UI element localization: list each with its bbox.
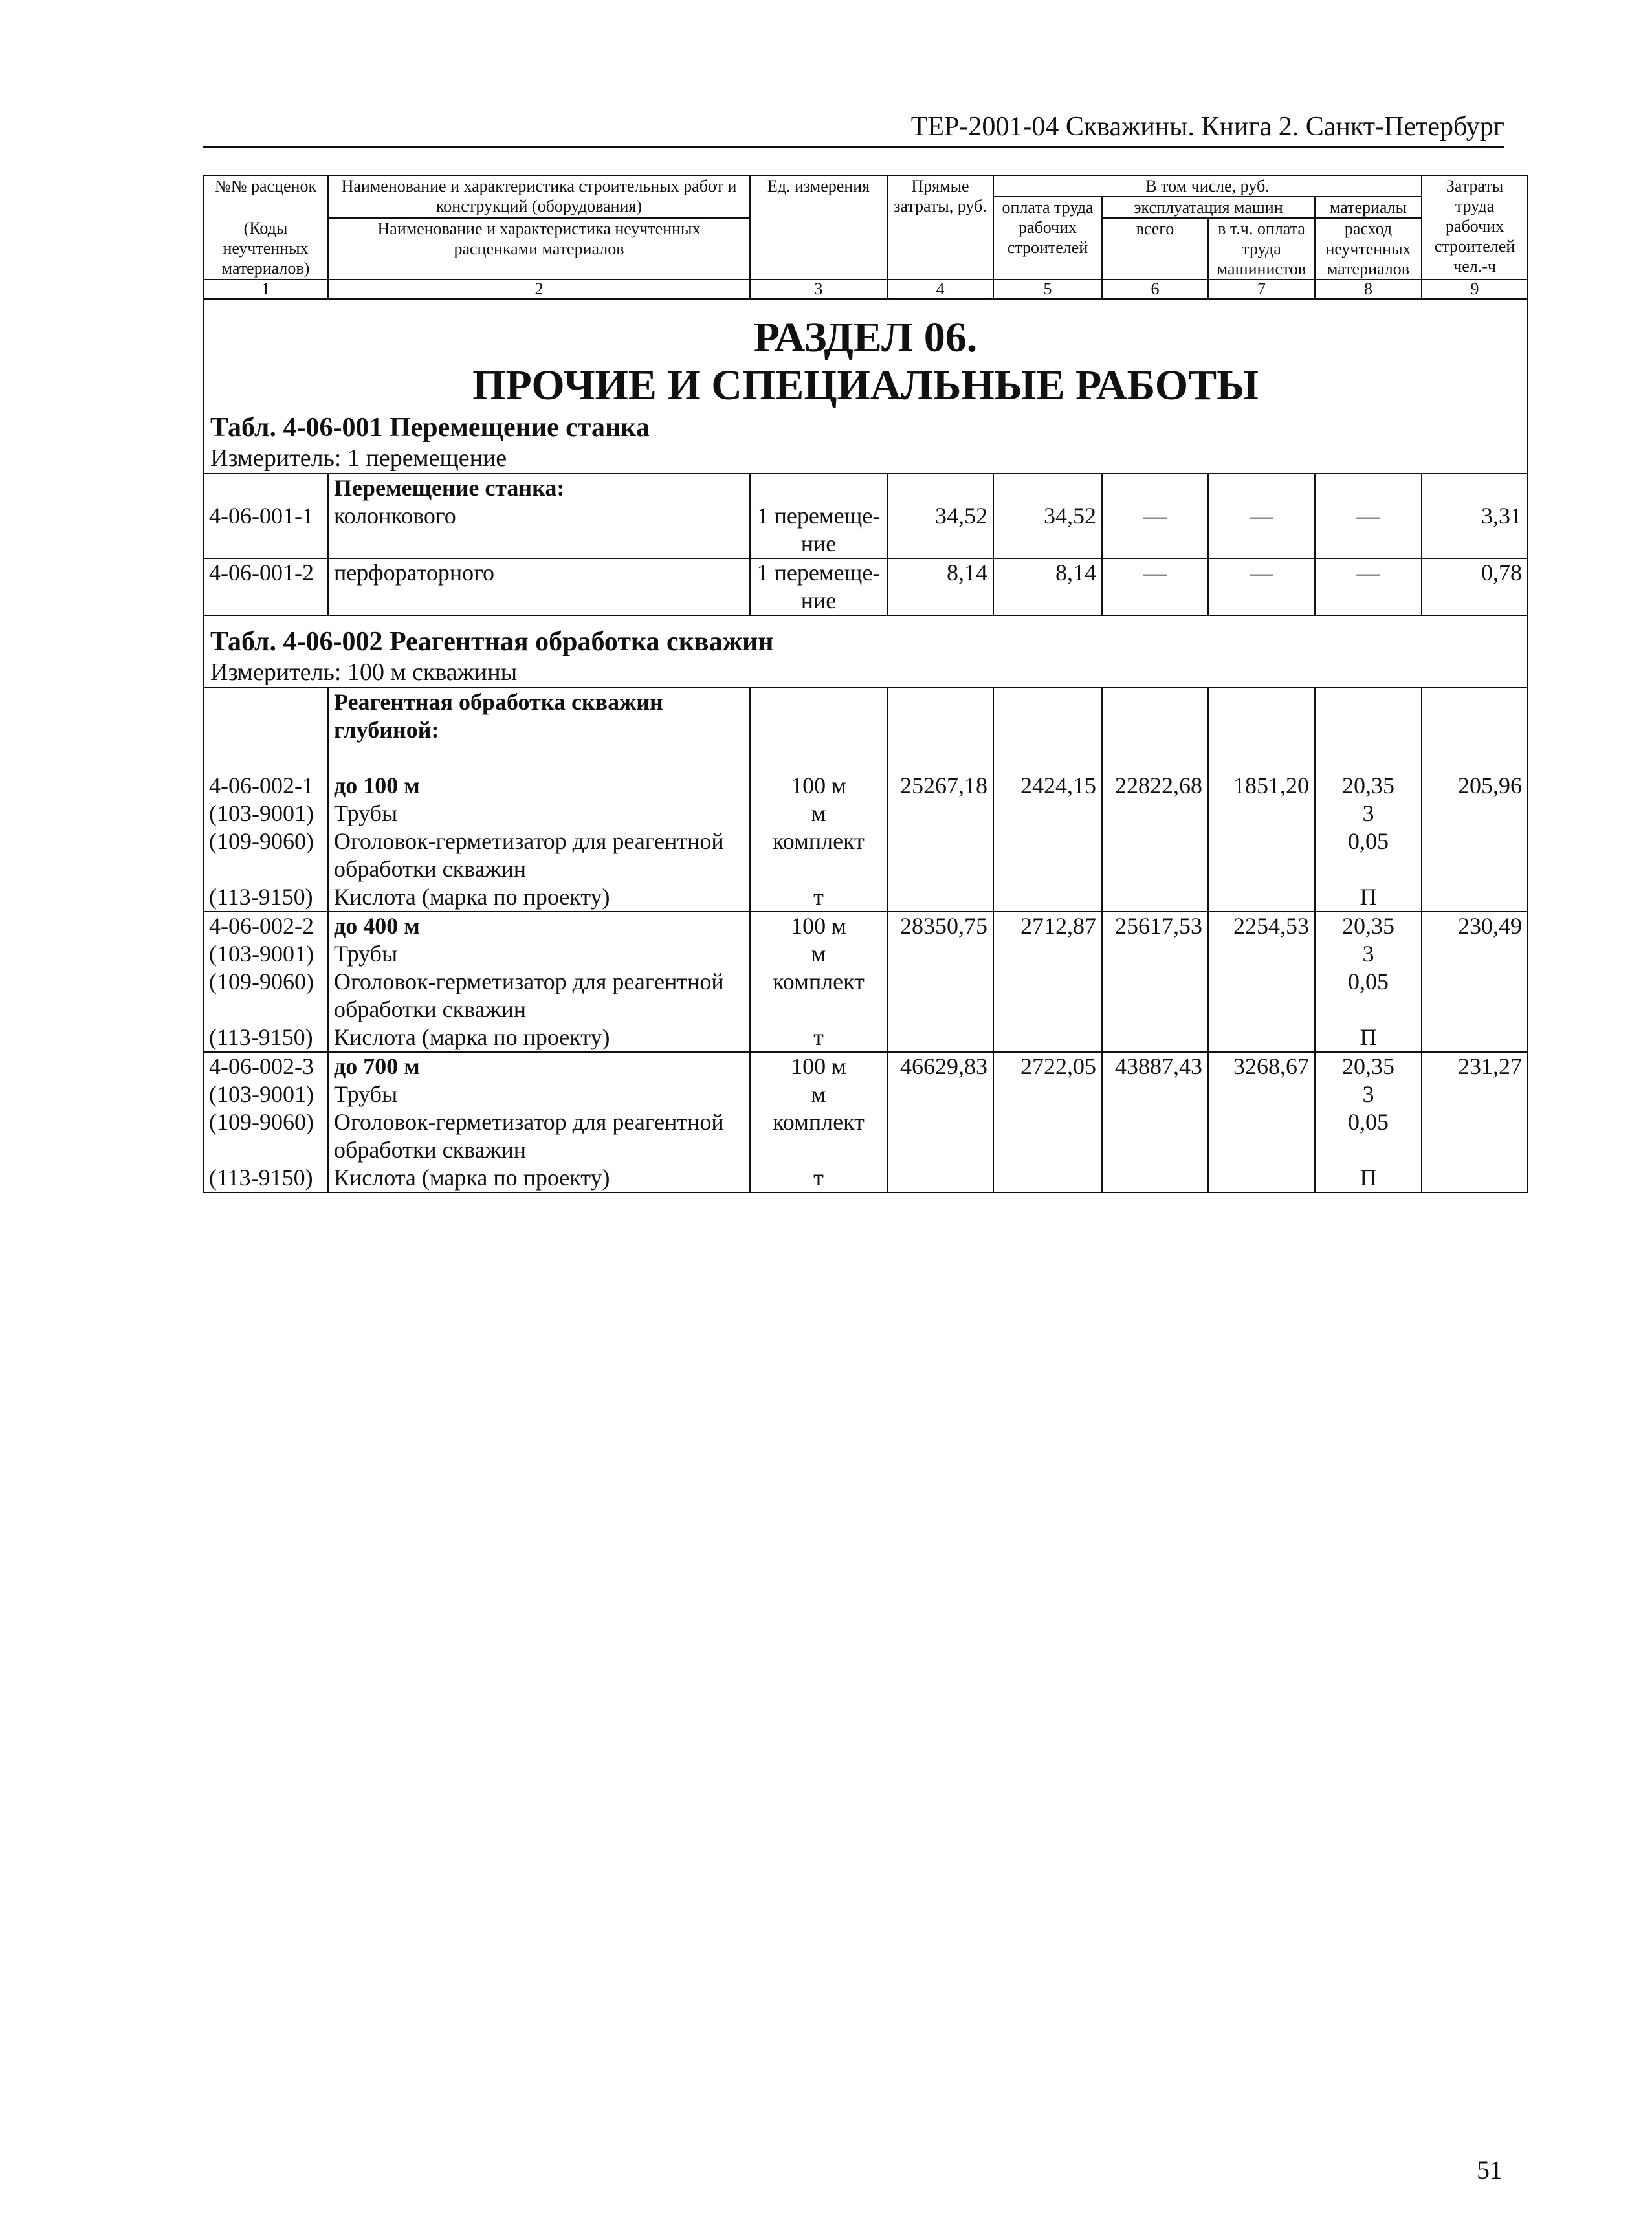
rate-c5: 2712,87 — [993, 912, 1102, 1052]
col67-header: эксплуатация машин — [1102, 197, 1315, 218]
section-row — [203, 299, 1528, 474]
col2-header-top: Наименование и характеристика строительных работ и конструкций (оборудования) — [328, 175, 750, 218]
rate-code: 4-06-002-3 (103-9001) (109-9060) (113-9150) — [203, 1052, 328, 1192]
header-title: ТЕР-2001-04 Скважины. Книга 2. Санкт-Петербург — [910, 112, 1504, 142]
col1-header-top: №№ расценок — [203, 175, 328, 218]
rate-c6: 43887,43 — [1102, 1052, 1208, 1192]
table-row — [203, 688, 1528, 912]
rate-c6: 25617,53 — [1102, 912, 1208, 1052]
col3-header: Ед. измерения — [750, 175, 887, 280]
table1-title: Табл. 4-06-001 Перемещение станка — [210, 413, 650, 443]
section-title: ПРОЧИЕ И СПЕЦИАЛЬНЫЕ РАБОТЫ — [472, 362, 1259, 409]
rate-c5: 2424,15 — [993, 688, 1102, 912]
table-row — [203, 1052, 1528, 1192]
col8-header-bottom: расход неучтенных материалов — [1315, 218, 1422, 280]
col-number: 7 — [1208, 280, 1315, 299]
rate-name: до 400 м Трубы Оголовок-герметизатор для реагентной обработки скважин Кислота (марка по проекту) — [328, 912, 750, 1052]
col-number: 1 — [203, 280, 328, 299]
column-numbers-row — [203, 280, 1528, 299]
col-number: 4 — [887, 280, 993, 299]
rate-c4: 8,14 — [887, 558, 993, 615]
col5-header: оплата труда рабочих строителей — [993, 197, 1102, 280]
rate-code: 4-06-001-2 — [203, 558, 328, 615]
rate-name: перфораторного — [328, 558, 750, 615]
rate-c6: — — [1102, 474, 1208, 558]
rate-c5: 34,52 — [993, 474, 1102, 558]
rate-c4: 46629,83 — [887, 1052, 993, 1192]
col7-header: в т.ч. оплата труда машинистов — [1208, 218, 1315, 280]
rate-code: 4-06-002-2 (103-9001) (109-9060) (113-9150) — [203, 912, 328, 1052]
rate-c9: 205,96 — [1422, 688, 1528, 912]
col-number: 2 — [328, 280, 750, 299]
rate-c4: 34,52 — [887, 474, 993, 558]
col4-header: Прямые затраты, руб. — [887, 175, 993, 280]
table2-heading-row — [203, 615, 1528, 688]
rate-c8: 20,35 3 0,05 П — [1315, 688, 1422, 912]
table2-title: Табл. 4-06-002 Реагентная обработка скважин — [210, 627, 774, 657]
rate-c8: 20,35 3 0,05 П — [1315, 1052, 1422, 1192]
table2-heading-cell — [203, 615, 1528, 688]
col-number: 3 — [750, 280, 887, 299]
col1-header-bottom: (Коды неучтенных материалов) — [203, 218, 328, 280]
rate-name: до 700 м Трубы Оголовок-герметизатор для реагентной обработки скважин Кислота (марка по проекту) — [328, 1052, 750, 1192]
rate-c8: 20,35 3 0,05 П — [1315, 912, 1422, 1052]
group-title: Реагентная обработка скважин глубиной: — [334, 689, 663, 743]
section-cell — [203, 299, 1528, 474]
col-number: 9 — [1422, 280, 1528, 299]
table-row — [203, 474, 1528, 558]
rate-c7: 2254,53 — [1208, 912, 1315, 1052]
rate-c8: — — [1315, 474, 1422, 558]
rate-c5: 8,14 — [993, 558, 1102, 615]
table-row — [203, 558, 1528, 615]
page-number: 51 — [1477, 2155, 1503, 2184]
rate-c7: — — [1208, 474, 1315, 558]
rate-c8: — — [1315, 558, 1422, 615]
rate-unit: 1 перемеще-ние — [750, 474, 887, 558]
rate-c9: 0,78 — [1422, 558, 1528, 615]
col-number: 6 — [1102, 280, 1208, 299]
rates-table — [203, 175, 1528, 1193]
rate-unit: 1 перемеще-ние — [750, 558, 887, 615]
rate-c7: — — [1208, 558, 1315, 615]
col8-header-top: материалы — [1315, 197, 1422, 218]
col9-header: Затраты труда рабочих строителей чел.-ч — [1422, 175, 1528, 280]
group-title: Перемещение станка: — [334, 475, 565, 501]
rate-unit: 100 м м комплект т — [750, 912, 887, 1052]
rate-code: 4-06-001-1 — [203, 474, 328, 558]
rate-unit: 100 м м комплект т — [750, 1052, 887, 1192]
rate-c9: 230,49 — [1422, 912, 1528, 1052]
col6-header: всего — [1102, 218, 1208, 280]
rate-c7: 3268,67 — [1208, 1052, 1315, 1192]
header-row-1 — [203, 175, 1528, 197]
rate-unit: 100 м м комплект т — [750, 688, 887, 912]
section-number: РАЗДЕЛ 06. — [753, 314, 978, 361]
table2-measure: Измеритель: 100 м скважины — [210, 659, 518, 686]
rate-c6: — — [1102, 558, 1208, 615]
page-header — [203, 110, 1504, 148]
rate-c9: 231,27 — [1422, 1052, 1528, 1192]
table1-measure: Измеритель: 1 перемещение — [210, 445, 507, 472]
rate-name: Реагентная обработка скважин глубиной: до 100 м Трубы Оголовок-герметизатор для реагентной обработки скважин Кислота (марка по проекту) — [328, 688, 750, 912]
rate-c7: 1851,20 — [1208, 688, 1315, 912]
col2-header-bottom: Наименование и характеристика неучтенных расценками материалов — [328, 218, 750, 280]
rate-c4: 25267,18 — [887, 688, 993, 912]
rate-c9: 3,31 — [1422, 474, 1528, 558]
rate-c4: 28350,75 — [887, 912, 993, 1052]
rate-c6: 22822,68 — [1102, 688, 1208, 912]
rate-code: 4-06-002-1 (103-9001) (109-9060) (113-9150) — [203, 688, 328, 912]
rate-name: Перемещение станка: колонкового — [328, 474, 750, 558]
col-number: 5 — [993, 280, 1102, 299]
group-header: В том числе, руб. — [993, 175, 1422, 197]
col-number: 8 — [1315, 280, 1422, 299]
rate-c5: 2722,05 — [993, 1052, 1102, 1192]
table-row — [203, 912, 1528, 1052]
